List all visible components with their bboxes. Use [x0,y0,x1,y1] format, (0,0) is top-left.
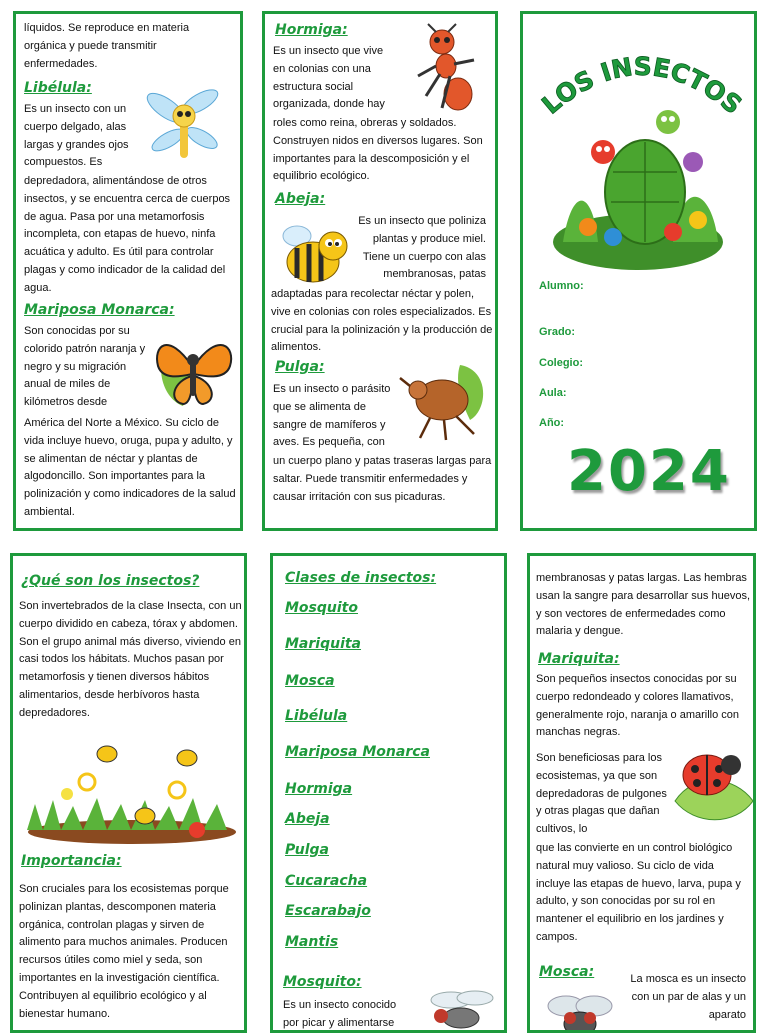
class-hormiga: Hormiga [285,781,353,797]
cover-year: 2024 [567,439,731,504]
flea-illustration [400,360,490,444]
pulga-text-wrap: Es un insecto o parásito que se alimenta de sangre de mamíferos y aves. Es pequeña, con [273,383,391,449]
panel-clases [270,553,507,1033]
mariposa-heading: Mariposa Monarca: [24,302,175,318]
libelula-text-wrap: Es un insecto con un cuerpo delgado, alas largas y grandes ojos compuestos. Es [24,103,129,169]
monarch-butterfly-illustration [148,326,238,416]
mosquito-text: Es un insecto conocido por picar y alimentarse [283,999,397,1029]
grado-label: Grado: [539,326,576,338]
mariposa-text: América del Norte a México. Su ciclo de vida incluye huevo, oruga, pupa y adulto, y se alimentan de néctar y plantas de algodoncillo. Son importantes para la polinización y como indicadores de la salud ambiental. [24,417,236,518]
importancia-heading: Importancia: [21,853,122,869]
class-mariquita: Mariquita [285,636,362,652]
class-mariposa-monarca: Mariposa Monarca [285,744,430,760]
alumno-label: Alumno: [539,280,584,292]
ladybug-illustration [665,741,755,829]
mariquita-heading: Mariquita: [538,651,620,667]
mariquita-text2-wrap: Son beneficiosas para los ecosistemas, ya que son depredadoras de pulgones y otras plagas que dañan cultivos, lo [536,752,667,836]
que-son-heading: ¿Qué son los insectos? [21,573,200,589]
hormiga-text: roles como reina, obreras y soldados. Construyen nidos en diversos lugares. Son importantes para la descomposición y el equilibrio ecológico. [273,117,483,183]
mariposa-text-wrap: Son conocidas por su colorido patrón naranja y negro y su migración anual de miles de kilómetros desde [24,325,146,409]
class-mosca: Mosca [285,673,335,689]
colegio-label: Colegio: [539,357,583,369]
clases-heading: Clases de insectos: [285,570,437,586]
dragonfly-illustration [144,84,224,164]
class-libelula: Libélula [285,708,348,724]
libelula-text: depredadora, alimentándose de otros insectos, y se encuentra cerca de cuerpos de agua. Pasa por una metamorfosis incompleta, con etapas de huevo, ninfa acuática y adulto. Es útil para controlar plagas y como indicador de la calidad del agua. [24,175,231,294]
garden-insects-illustration [27,734,237,844]
fly-illustration [538,988,623,1033]
bee-illustration [275,214,355,292]
libelula-heading: Libélula: [24,80,92,96]
mariquita-text1: Son pequeños insectos conocidas por su cuerpo redondeado y colores llamativos, generalmente rojo, naranja o amarillo con manchas negras. [536,673,740,739]
aula-label: Aula: [539,387,567,399]
panel-libelula-mariposa [13,11,243,531]
mosquito-heading: Mosquito: [283,974,362,990]
anio-label: Año: [539,417,565,429]
class-mosquito: Mosquito [285,600,358,616]
intro-text: líquidos. Se reproduce en materia orgánica y puede transmitir enfermedades. [24,22,190,70]
panel-que-son [10,553,247,1033]
mosca-text: La mosca es un insecto con un par de alas y un aparato [630,973,746,1021]
que-son-text: Son invertebrados de la clase Insecta, con un cuerpo dividido en cabeza, tórax y abdomen. Son el grupo animal más diverso, viviendo en casi todos los hábitats. Muchos pasan por metamorfosis y tienen diversos hábitos alimentarios, desde herbívoros hasta depredadores. [19,600,242,719]
pulga-heading: Pulga: [275,359,325,375]
insects-cover-illustration [553,92,723,272]
pulga-text: un cuerpo plano y patas traseras largas para saltar. Puede transmitir enfermedades y causar irritación con sus picaduras. [273,455,492,503]
hormiga-text-wrap: Es un insecto que vive en colonias con una estructura social organizada, donde hay [273,45,385,111]
abeja-text-wrap: Es un insecto que poliniza plantas y produce miel. Tiene un cuerpo con alas membranosas, patas [358,215,486,281]
panel-mariquita-mosca [527,553,756,1033]
class-pulga: Pulga [285,842,329,858]
abeja-heading: Abeja: [275,191,326,207]
mosquito-illustration [421,984,501,1033]
ant-illustration [410,24,482,112]
class-abeja: Abeja [285,811,330,827]
mosca-heading: Mosca: [539,964,595,980]
importancia-text: Son cruciales para los ecosistemas porque polinizan plantas, descomponen materia orgánica, controlan plagas y sirven de alimento para muchos animales. Producen recursos útiles como miel y seda, son importantes en la investigación científica. Contribuyen al equilibrio ecológico y al bienestar humano. [19,883,229,1020]
mariquita-text2: que las convierte en un control biológico natural muy valioso. Su ciclo de vida incluye las etapas de huevo, larva, pupa y adulto, y son conocidas por su rol en mantener el equilibrio en los jardines y campos. [536,842,741,943]
class-cucaracha: Cucaracha [285,873,368,889]
hormiga-heading: Hormiga: [275,22,348,38]
class-mantis: Mantis [285,934,339,950]
abeja-text: adaptadas para recolectar néctar y polen, vive en colonias con roles especializados. Es crucial para la polinización y la producción de alimentos. [271,288,493,354]
cover-panel [520,11,757,531]
panel-hormiga-abeja-pulga [262,11,498,531]
cover-title-text: LOS INSECTOS [536,51,748,120]
mosquito-continued-text: membranosas y patas largas. Las hembras usan la sangre para desarrollar sus huevos, y son vectores de enfermedades como malaria y dengue. [536,572,751,638]
class-escarabajo: Escarabajo [285,903,371,919]
